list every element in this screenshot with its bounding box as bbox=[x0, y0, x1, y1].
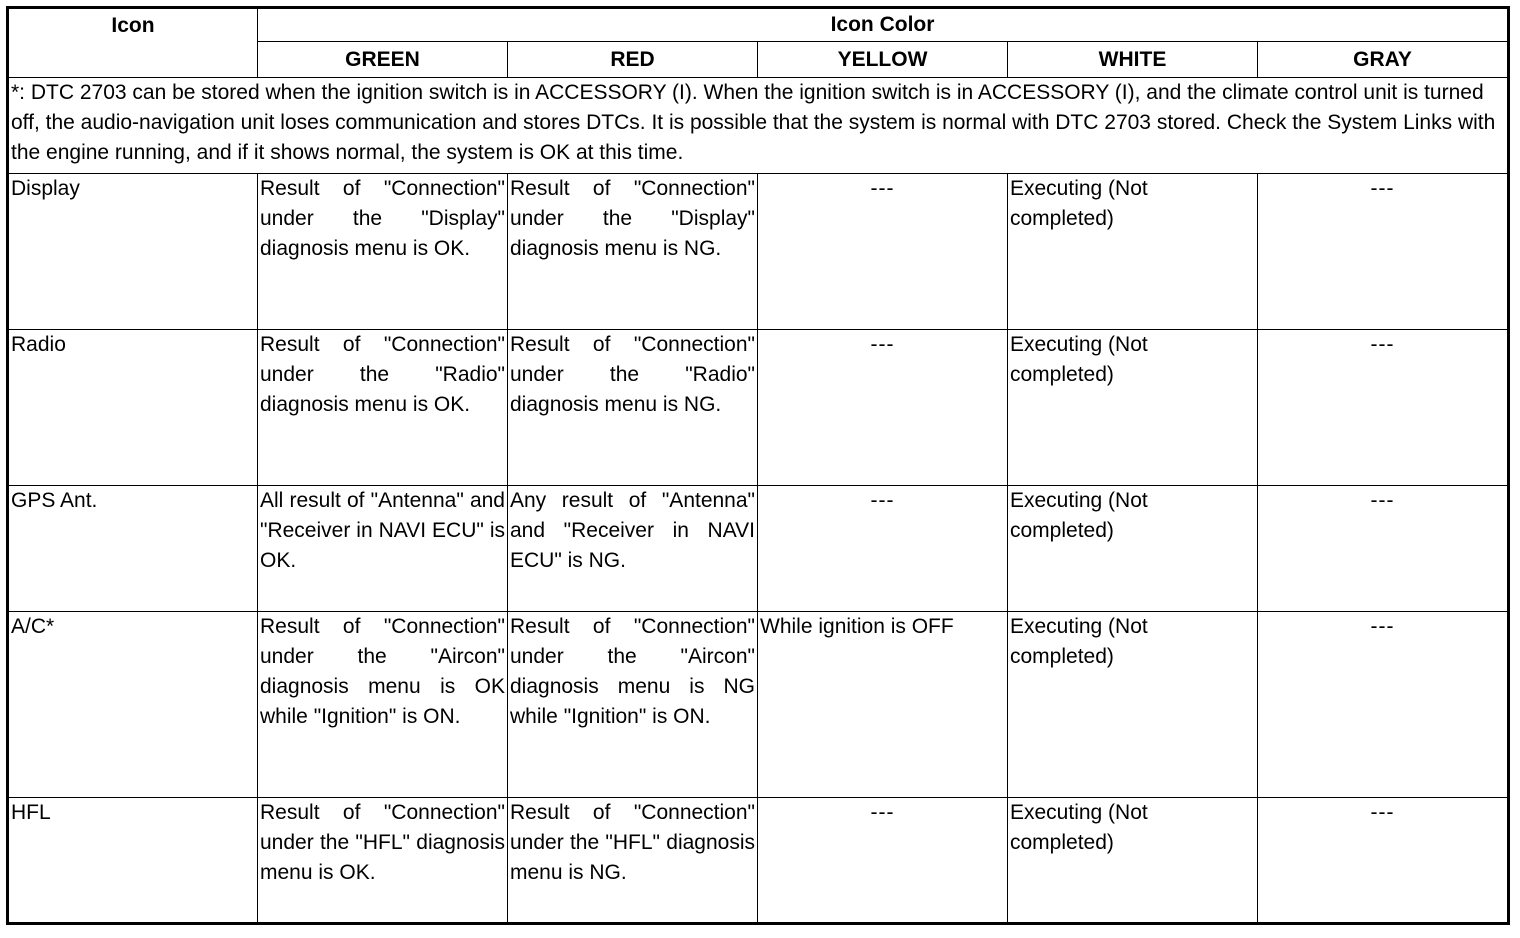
color-header-white-label: WHITE bbox=[1098, 47, 1167, 71]
color-header-gray bbox=[1258, 42, 1509, 78]
green-cell: Result of "Connection" under the "Display" diagnosis menu is OK. bbox=[258, 174, 508, 330]
icon-column-header bbox=[8, 8, 258, 78]
color-header-gray-label: GRAY bbox=[1353, 47, 1412, 71]
icon-color-group-header bbox=[258, 8, 1509, 42]
icon-cell: Display bbox=[8, 174, 258, 330]
white-cell: Executing (Not completed) bbox=[1008, 798, 1258, 924]
white-cell: Executing (Not completed) bbox=[1008, 174, 1258, 330]
green-cell: Result of "Connection" under the "Radio" diagnosis menu is OK. bbox=[258, 330, 508, 486]
white-cell: Executing (Not completed) bbox=[1008, 486, 1258, 612]
footnote-text: *: DTC 2703 can be stored when the ignition switch is in ACCESSORY (I). When the ignition switch is in ACCESSORY (I), and the climate control unit is turned off, the audio-navigation unit loses communication and stores DTCs. It is possible that the system is normal with DTC 2703 stored. Check the System Links with the engine running, and if it shows normal, the system is OK at this time. bbox=[11, 81, 1496, 164]
red-cell: Any result of "Antenna" and "Receiver in NAVI ECU" is NG. bbox=[508, 486, 758, 612]
color-header-green-label: GREEN bbox=[345, 47, 420, 71]
table-row bbox=[8, 330, 1509, 486]
color-header-red bbox=[508, 42, 758, 78]
yellow-cell: --- bbox=[758, 174, 1008, 330]
gray-cell: --- bbox=[1258, 798, 1509, 924]
table-row bbox=[8, 174, 1509, 330]
red-cell: Result of "Connection" under the "Display" diagnosis menu is NG. bbox=[508, 174, 758, 330]
color-header-yellow bbox=[758, 42, 1008, 78]
green-cell: All result of "Antenna" and "Receiver in NAVI ECU" is OK. bbox=[258, 486, 508, 612]
red-cell: Result of "Connection" under the "Aircon" diagnosis menu is NG while "Ignition" is ON. bbox=[508, 612, 758, 798]
yellow-cell: --- bbox=[758, 330, 1008, 486]
color-header-white bbox=[1008, 42, 1258, 78]
yellow-cell: --- bbox=[758, 798, 1008, 924]
icon-cell: A/C* bbox=[8, 612, 258, 798]
white-cell: Executing (Not completed) bbox=[1008, 330, 1258, 486]
yellow-cell: While ignition is OFF bbox=[758, 612, 1008, 798]
red-cell: Result of "Connection" under the "HFL" diagnosis menu is NG. bbox=[508, 798, 758, 924]
color-header-green bbox=[258, 42, 508, 78]
gray-cell: --- bbox=[1258, 330, 1509, 486]
yellow-cell: --- bbox=[758, 486, 1008, 612]
icon-cell: Radio bbox=[8, 330, 258, 486]
red-cell: Result of "Connection" under the "Radio" diagnosis menu is NG. bbox=[508, 330, 758, 486]
gray-cell: --- bbox=[1258, 174, 1509, 330]
gray-cell: --- bbox=[1258, 612, 1509, 798]
color-header-red-label: RED bbox=[610, 47, 655, 71]
white-cell: Executing (Not completed) bbox=[1008, 612, 1258, 798]
color-header-yellow-label: YELLOW bbox=[837, 47, 928, 71]
green-cell: Result of "Connection" under the "HFL" diagnosis menu is OK. bbox=[258, 798, 508, 924]
table-row bbox=[8, 612, 1509, 798]
icon-cell: GPS Ant. bbox=[8, 486, 258, 612]
icon-color-table bbox=[6, 6, 1510, 925]
table-row bbox=[8, 486, 1509, 612]
gray-cell: --- bbox=[1258, 486, 1509, 612]
icon-cell: HFL bbox=[8, 798, 258, 924]
footnote-row bbox=[8, 78, 1509, 174]
table-row bbox=[8, 798, 1509, 924]
green-cell: Result of "Connection" under the "Aircon" diagnosis menu is OK while "Ignition" is ON. bbox=[258, 612, 508, 798]
icon-column-header-label: Icon bbox=[111, 14, 155, 37]
icon-color-group-label: Icon Color bbox=[830, 13, 935, 36]
